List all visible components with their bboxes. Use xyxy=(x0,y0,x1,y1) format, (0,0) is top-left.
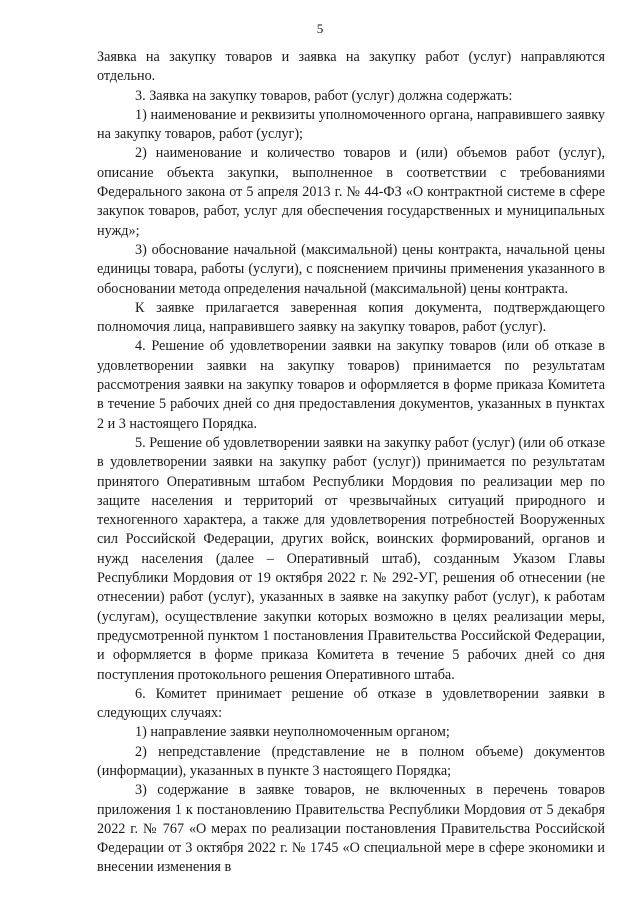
paragraph-item-3-1: 1) наименование и реквизиты уполномоченного органа, направившего заявку на закупку товаров, работ (услуг); xyxy=(97,106,605,143)
paragraph-item-6-3: 3) содержание в заявке товаров, не включенных в перечень товаров приложения 1 к постановлению Правительства Республики Мордовия от 5 декабря 2022 г. № 767 «О мерах по реализации постановления Правительства Российской Федерации от 3 октября 2022 г. № 1745 «О специальной мере в сфере экономики и внесении изменения в xyxy=(97,782,605,876)
paragraph-item-6-heading: 6. Комитет принимает решение об отказе в удовлетворении заявки в следующих случаях: xyxy=(97,685,605,722)
paragraph-item-6-1: 1) направление заявки неуполномоченным органом; xyxy=(135,724,450,741)
paragraph-item-3-2: 2) наименование и количество товаров и (или) объемов работ (услуг), описание объекта закупки, выполненное в соответствии с требованиями Федерального закона от 5 апреля 2013 г. № 44-ФЗ «О контрактной системе в сфере закупок товаров, работ, услуг для обеспечения государственных и муниципальных нужд»; xyxy=(97,145,605,239)
paragraph-applications-sent-separately: Заявка на закупку товаров и заявка на закупку работ (услуг) направляются отдельно. xyxy=(97,49,605,85)
paragraph-item-5: 5. Решение об удовлетворении заявки на закупку работ (услуг) (или об отказе в удовлетворении заявки на закупку работ (услуг)) принимается по результатам принятого Оперативным штабом Республики Мордовия по реализации мер по защите населения и территорий от чрезвычайных ситуаций природного и техногенного характера, а также для удовлетворения потребностей Вооруженных сил Российской Федерации, других войск, воинских формирований, органов и нужд населения (далее – Оперативный штаб), созданным Указом Главы Республики Мордовия от 19 октября 2022 г. № 292-УГ, решения об отнесении (не отнесении) работ (услуг), указанных в заявке на закупку работ (услуг), к работам (услугам), осуществление закупки которых возможно в целях реализации меры, предусмотренной пунктом 1 постановления Правительства Российской Федерации, и оформляется в форме приказа Комитета в течение 5 рабочих дней со дня поступления протокольного решения Оперативного штаба. xyxy=(97,434,605,683)
paragraph-item-6-2: 2) непредставление (представление не в полном объеме) документов (информации), указанных в пункте 3 настоящего Порядка; xyxy=(97,743,605,779)
document-body xyxy=(97,48,605,878)
paragraph-attachment-note: К заявке прилагается заверенная копия документа, подтверждающего полномочия лица, направившего заявку на закупку товаров, работ (услуг). xyxy=(97,299,605,336)
paragraph-item-4: 4. Решение об удовлетворении заявки на закупку товаров (или об отказе в удовлетворении заявки на закупку товаров) принимается по результатам рассмотрения заявки на закупку товаров и оформляется в форме приказа Комитета в течение 5 рабочих дней со дня предоставления документов, указанных в пунктах 2 и 3 настоящего Порядка. xyxy=(97,338,605,432)
paragraph-item-3-3: 3) обоснование начальной (максимальной) цены контракта, начальной цены единицы товара, работы (услуги), с пояснением причины применения указанного в обосновании метода определения начальной (максимальной) цены контракта. xyxy=(97,241,605,297)
paragraph-item-3-heading: 3. Заявка на закупку товаров, работ (услуг) должна содержать: xyxy=(135,87,513,104)
page-number: 5 xyxy=(316,21,324,36)
